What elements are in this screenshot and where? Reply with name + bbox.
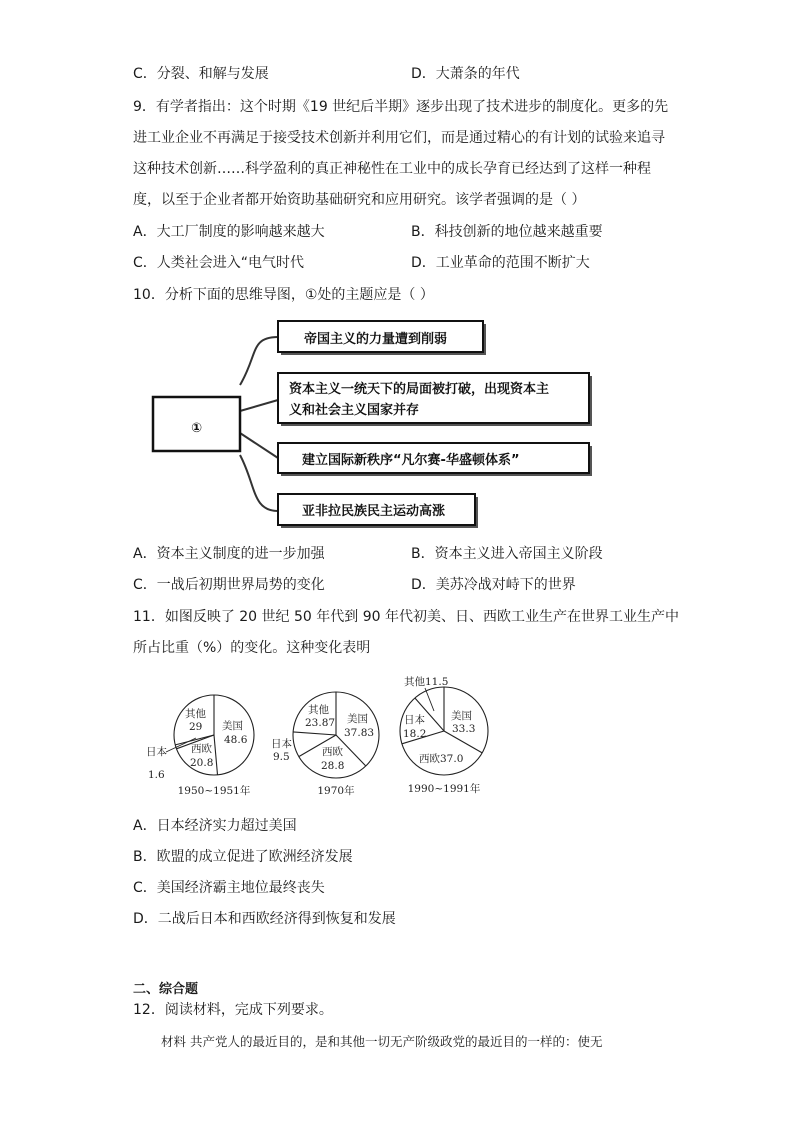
mind-map-diagram — [0, 315, 794, 555]
pie3-other-leader — [425, 688, 434, 711]
pie2-label-us: 美国 — [347, 713, 368, 725]
pie-charts — [0, 668, 794, 808]
q9-option-d: D．工业革命的范围不断扩大 — [411, 255, 590, 271]
pie3-label-we: 西欧37.0 — [419, 753, 464, 765]
pie1-value-jp: 1.6 — [148, 769, 165, 781]
q9-option-c: C．人类社会进入“电气时代 — [133, 255, 305, 271]
pie3-caption: 1990~1991年 — [407, 783, 481, 795]
pie3-value-us: 33.3 — [452, 723, 476, 735]
pie2-value-we: 28.8 — [321, 760, 345, 772]
q10-option-a: A．资本主义制度的进一步加强 — [133, 546, 325, 562]
q9-option-a: A．大工厂制度的影响越来越大 — [133, 224, 325, 240]
pie1-label-we: 西欧 — [191, 743, 212, 755]
q11-option-d: D．二战后日本和西欧经济得到恢复和发展 — [133, 911, 396, 927]
q9-stem-line: 度，以至于企业者都开始资助基础研究和应用研究。该学者强调的是（ ） — [133, 192, 586, 208]
branch-label-4: 亚非拉民族民主运动高涨 — [302, 504, 446, 519]
pie2-value-us: 37.83 — [344, 727, 375, 739]
branch-label-1: 帝国主义的力量遭到削弱 — [304, 332, 448, 347]
connector-line — [240, 455, 278, 511]
q12-stem: 12．阅读材料，完成下列要求。 — [133, 1002, 333, 1018]
q12-material: 材料 共产党人的最近目的，是和其他一切无产阶级政党的最近目的一样的：使无 — [161, 1034, 603, 1049]
connector-line — [240, 433, 278, 458]
pie1-value-us: 48.6 — [224, 734, 248, 746]
q10-option-c: C．一战后初期世界局势的变化 — [133, 577, 325, 593]
branch-label-2b: 义和社会主义国家并存 — [289, 403, 420, 418]
section-title: 二、综合题 — [133, 982, 199, 997]
pie2-label-jp: 日本 — [271, 738, 292, 750]
q9-option-b: B．科技创新的地位越来越重要 — [411, 224, 603, 240]
connector-line — [240, 400, 278, 411]
pie3-label-jp: 日本 — [404, 714, 425, 726]
pie3-label-other: 其他11.5 — [404, 676, 449, 688]
q11-option-a: A．日本经济实力超过美国 — [133, 818, 297, 834]
center-node-label: ① — [190, 421, 203, 436]
pie1-value-other: 29 — [189, 721, 203, 733]
q9-stem-line: 进工业企业不再满足于接受技术创新并利用它们，而是通过精心的有计划的试验来追寻 — [133, 130, 665, 146]
pie2-caption: 1970年 — [317, 785, 355, 797]
q11-stem-line: 11．如图反映了 20 世纪 50 年代到 90 年代初美、日、西欧工业生产在世界工业生产中 — [133, 609, 679, 625]
pie3-label-us: 美国 — [451, 710, 472, 722]
q10-stem: 10．分析下面的思维导图，①处的主题应是（ ） — [133, 287, 434, 303]
pie2-value-other: 23.87 — [305, 717, 336, 729]
q10-option-d: D．美苏冷战对峙下的世界 — [411, 577, 576, 593]
q11-stem-line: 所占比重（%）的变化。这种变化表明 — [133, 640, 371, 656]
pie1-caption: 1950~1951年 — [177, 785, 251, 797]
branch-label-3: 建立国际新秩序“凡尔赛-华盛顿体系” — [302, 453, 520, 468]
connector-line — [240, 337, 278, 385]
pie2-label-we: 西欧 — [322, 746, 343, 758]
pie2-label-other: 其他 — [308, 704, 329, 716]
pie1-label-us: 美国 — [222, 720, 243, 732]
branch-label-2a: 资本主义一统天下的局面被打破，出现资本主 — [289, 382, 550, 397]
q8-option-d: D．大萧条的年代 — [411, 66, 520, 82]
pie-slice-boundary-其他 — [293, 732, 336, 735]
q9-stem-line: 这种技术创新……科学盈利的真正神秘性在工业中的成长孕育已经达到了这样一种程 — [133, 161, 651, 177]
pie1-value-we: 20.8 — [190, 757, 214, 769]
q11-option-b: B．欧盟的成立促进了欧洲经济发展 — [133, 849, 353, 865]
pie2-value-jp: 9.5 — [273, 751, 290, 763]
pie3-value-jp: 18.2 — [403, 728, 427, 740]
q9-stem-line: 9．有学者指出：这个时期《19 世纪后半期》逐步出现了技术进步的制度化。更多的先 — [133, 99, 669, 115]
q8-option-c: C．分裂、和解与发展 — [133, 66, 269, 82]
pie1-label-jp: 日本 — [146, 746, 167, 758]
q10-option-b: B．资本主义进入帝国主义阶段 — [411, 546, 603, 562]
pie-slice-boundary-西欧 — [214, 735, 218, 775]
pie1-label-other: 其他 — [185, 708, 206, 720]
q11-option-c: C．美国经济霸主地位最终丧失 — [133, 880, 325, 896]
